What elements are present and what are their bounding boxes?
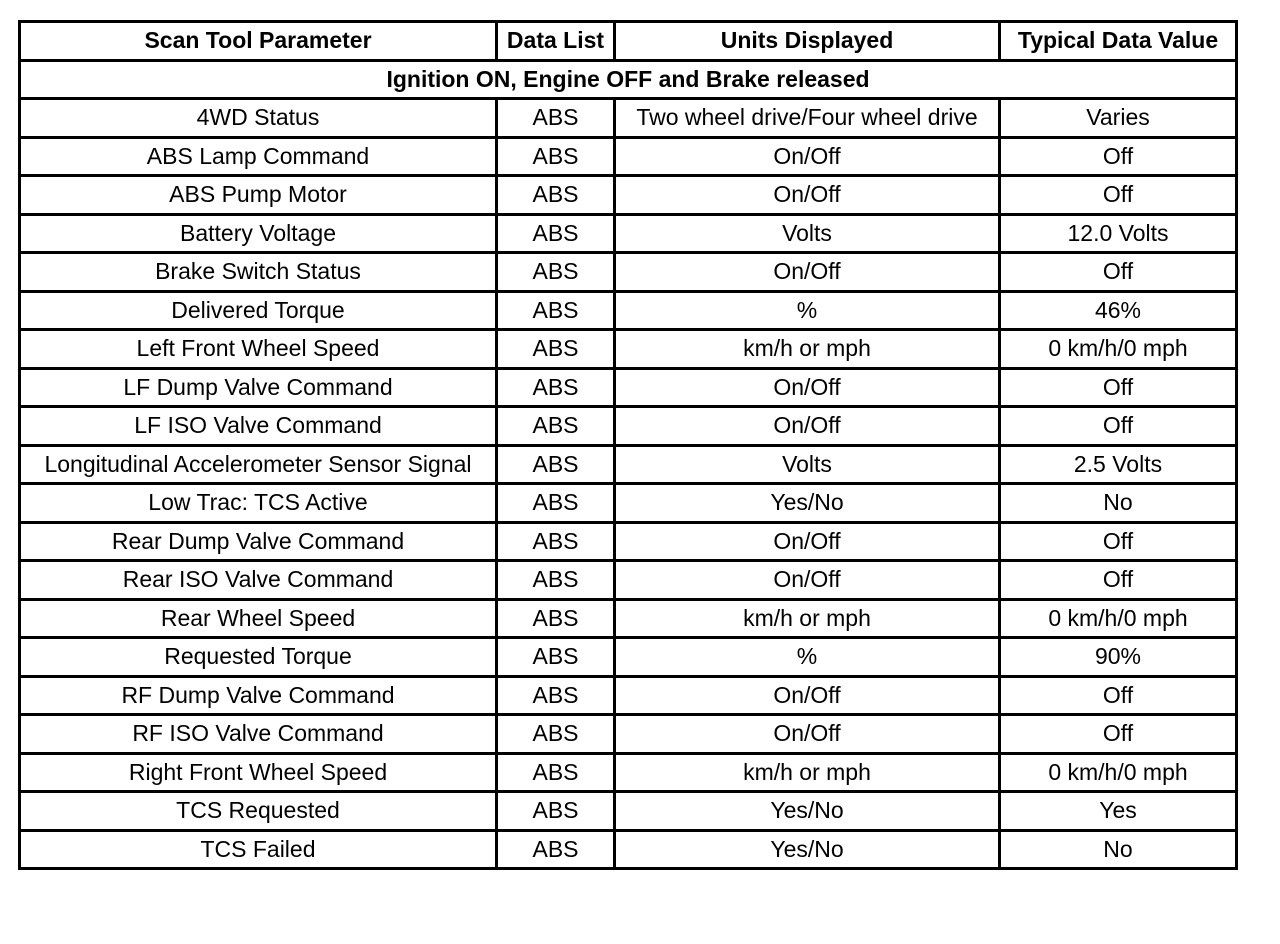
cell-data-list: ABS (497, 830, 615, 869)
cell-data-list: ABS (497, 676, 615, 715)
cell-data-list: ABS (497, 291, 615, 330)
cell-typical-data-value: Off (1000, 253, 1237, 292)
cell-typical-data-value: No (1000, 484, 1237, 523)
cell-units-displayed: On/Off (615, 676, 1000, 715)
cell-scan-tool-parameter: LF Dump Valve Command (20, 368, 497, 407)
cell-units-displayed: Volts (615, 214, 1000, 253)
table-row (20, 368, 1237, 407)
table-row (20, 176, 1237, 215)
cell-typical-data-value: Off (1000, 676, 1237, 715)
table-row (20, 638, 1237, 677)
table-row (20, 330, 1237, 369)
cell-data-list: ABS (497, 638, 615, 677)
scan-tool-data-table-container (18, 20, 1235, 870)
cell-typical-data-value: Yes (1000, 792, 1237, 831)
scan-tool-data-table (18, 20, 1238, 870)
cell-typical-data-value: Off (1000, 407, 1237, 446)
cell-data-list: ABS (497, 330, 615, 369)
header-typical-data-value: Typical Data Value (1000, 22, 1237, 61)
cell-typical-data-value: 90% (1000, 638, 1237, 677)
table-header-row (20, 22, 1237, 61)
cell-scan-tool-parameter: Longitudinal Accelerometer Sensor Signal (20, 445, 497, 484)
cell-scan-tool-parameter: Left Front Wheel Speed (20, 330, 497, 369)
cell-data-list: ABS (497, 715, 615, 754)
cell-data-list: ABS (497, 176, 615, 215)
cell-units-displayed: % (615, 291, 1000, 330)
section-row (20, 60, 1237, 99)
cell-typical-data-value: Off (1000, 561, 1237, 600)
cell-units-displayed: On/Off (615, 522, 1000, 561)
cell-data-list: ABS (497, 137, 615, 176)
table-row (20, 561, 1237, 600)
cell-units-displayed: Two wheel drive/Four wheel drive (615, 99, 1000, 138)
header-data-list: Data List (497, 22, 615, 61)
cell-scan-tool-parameter: ABS Lamp Command (20, 137, 497, 176)
cell-data-list: ABS (497, 368, 615, 407)
cell-units-displayed: Yes/No (615, 830, 1000, 869)
cell-scan-tool-parameter: Rear Wheel Speed (20, 599, 497, 638)
cell-data-list: ABS (497, 214, 615, 253)
cell-typical-data-value: 0 km/h/0 mph (1000, 599, 1237, 638)
table-row (20, 522, 1237, 561)
cell-units-displayed: Volts (615, 445, 1000, 484)
cell-data-list: ABS (497, 599, 615, 638)
header-units-displayed: Units Displayed (615, 22, 1000, 61)
cell-units-displayed: On/Off (615, 407, 1000, 446)
cell-scan-tool-parameter: LF ISO Valve Command (20, 407, 497, 446)
table-row (20, 99, 1237, 138)
cell-scan-tool-parameter: TCS Requested (20, 792, 497, 831)
cell-data-list: ABS (497, 99, 615, 138)
cell-scan-tool-parameter: Low Trac: TCS Active (20, 484, 497, 523)
cell-typical-data-value: 2.5 Volts (1000, 445, 1237, 484)
cell-units-displayed: Yes/No (615, 484, 1000, 523)
table-row (20, 715, 1237, 754)
cell-units-displayed: % (615, 638, 1000, 677)
cell-typical-data-value: 0 km/h/0 mph (1000, 753, 1237, 792)
cell-scan-tool-parameter: RF ISO Valve Command (20, 715, 497, 754)
table-row (20, 291, 1237, 330)
cell-units-displayed: km/h or mph (615, 599, 1000, 638)
cell-scan-tool-parameter: Right Front Wheel Speed (20, 753, 497, 792)
cell-scan-tool-parameter: Rear ISO Valve Command (20, 561, 497, 600)
cell-data-list: ABS (497, 445, 615, 484)
cell-typical-data-value: 0 km/h/0 mph (1000, 330, 1237, 369)
cell-typical-data-value: Off (1000, 715, 1237, 754)
table-row (20, 830, 1237, 869)
cell-typical-data-value: No (1000, 830, 1237, 869)
cell-scan-tool-parameter: Delivered Torque (20, 291, 497, 330)
cell-data-list: ABS (497, 407, 615, 446)
table-row (20, 445, 1237, 484)
cell-typical-data-value: Off (1000, 522, 1237, 561)
table-row (20, 753, 1237, 792)
cell-data-list: ABS (497, 522, 615, 561)
cell-scan-tool-parameter: Battery Voltage (20, 214, 497, 253)
cell-typical-data-value: Off (1000, 368, 1237, 407)
cell-units-displayed: On/Off (615, 368, 1000, 407)
cell-scan-tool-parameter: 4WD Status (20, 99, 497, 138)
table-row (20, 599, 1237, 638)
cell-units-displayed: On/Off (615, 561, 1000, 600)
cell-typical-data-value: Off (1000, 137, 1237, 176)
cell-scan-tool-parameter: ABS Pump Motor (20, 176, 497, 215)
cell-typical-data-value: 46% (1000, 291, 1237, 330)
table-row (20, 792, 1237, 831)
table-row (20, 407, 1237, 446)
cell-scan-tool-parameter: Brake Switch Status (20, 253, 497, 292)
section-label: Ignition ON, Engine OFF and Brake released (20, 60, 1237, 99)
cell-units-displayed: km/h or mph (615, 330, 1000, 369)
cell-scan-tool-parameter: RF Dump Valve Command (20, 676, 497, 715)
cell-scan-tool-parameter: TCS Failed (20, 830, 497, 869)
cell-typical-data-value: Varies (1000, 99, 1237, 138)
table-row (20, 484, 1237, 523)
table-row (20, 253, 1237, 292)
cell-data-list: ABS (497, 253, 615, 292)
cell-scan-tool-parameter: Rear Dump Valve Command (20, 522, 497, 561)
cell-scan-tool-parameter: Requested Torque (20, 638, 497, 677)
cell-units-displayed: km/h or mph (615, 753, 1000, 792)
cell-typical-data-value: 12.0 Volts (1000, 214, 1237, 253)
cell-units-displayed: On/Off (615, 176, 1000, 215)
cell-data-list: ABS (497, 753, 615, 792)
cell-data-list: ABS (497, 792, 615, 831)
table-row (20, 137, 1237, 176)
cell-data-list: ABS (497, 561, 615, 600)
cell-units-displayed: On/Off (615, 715, 1000, 754)
cell-typical-data-value: Off (1000, 176, 1237, 215)
cell-data-list: ABS (497, 484, 615, 523)
cell-units-displayed: On/Off (615, 137, 1000, 176)
cell-units-displayed: On/Off (615, 253, 1000, 292)
table-row (20, 676, 1237, 715)
table-row (20, 214, 1237, 253)
cell-units-displayed: Yes/No (615, 792, 1000, 831)
header-scan-tool-parameter: Scan Tool Parameter (20, 22, 497, 61)
